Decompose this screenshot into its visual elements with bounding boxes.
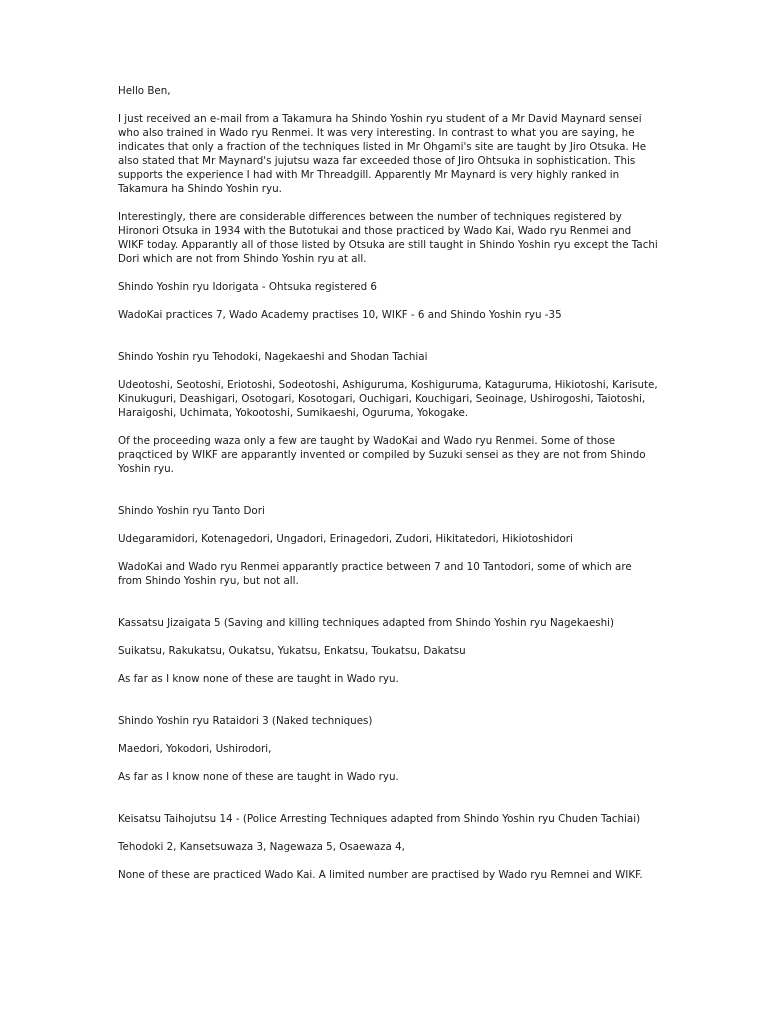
keisatsu-list: Tehodoki 2, Kansetsuwaza 3, Nagewaza 5, Osaewaza 4, bbox=[118, 841, 405, 853]
letter-body bbox=[118, 84, 658, 896]
kassatsu-note: As far as I know none of these are taught in Wado ryu. bbox=[118, 673, 399, 685]
paragraph-email-report: I just received an e-mail from a Takamura ha Shindo Yoshin ryu student of a Mr David Maynard sensei who also trained in Wado ryu Renmei. It was very interesting. In contrast to what you are saying, he indicates that only a fraction of the techniques listed in Mr Ohgami's site are taught by Jiro Otsuka. He also stated that Mr Maynard's jujutsu waza far exceeded those of Jiro Ohtsuka in sophistication. This supports the experience I had with Mr Threadgill. Apparently Mr Maynard is very highly ranked in Takamura ha Shindo Yoshin ryu. bbox=[118, 113, 647, 195]
tehodoki-list: Udeotoshi, Seotoshi, Eriotoshi, Sodeotoshi, Ashiguruma, Koshiguruma, Kataguruma, Hikiotoshi, Karisute, Kinukuguri, Deashigari, Osotogari, Kosotogari, Ouchigari, Kouchigari, Seoinage, Ushirogoshi, Taiotoshi, Haraigoshi, Uchimata, Yokootoshi, Sumikaeshi, Oguruma, Yokogake. bbox=[118, 379, 658, 419]
heading-kassatsu: Kassatsu Jizaigata 5 (Saving and killing techniques adapted from Shindo Yoshin ryu Nagekaeshi) bbox=[118, 617, 615, 629]
heading-tanto-dori: Shindo Yoshin ryu Tanto Dori bbox=[118, 505, 265, 517]
idorigata-counts: WadoKai practices 7, Wado Academy practises 10, WIKF - 6 and Shindo Yoshin ryu -35 bbox=[118, 309, 562, 321]
tanto-dori-note: WadoKai and Wado ryu Renmei apparantly practice between 7 and 10 Tantodori, some of which are from Shindo Yoshin ryu, but not all. bbox=[118, 561, 632, 587]
kassatsu-list: Suikatsu, Rakukatsu, Oukatsu, Yukatsu, Enkatsu, Toukatsu, Dakatsu bbox=[118, 645, 466, 657]
greeting: Hello Ben, bbox=[118, 85, 171, 97]
heading-idorigata: Shindo Yoshin ryu Idorigata - Ohtsuka registered 6 bbox=[118, 281, 377, 293]
paragraph-technique-differences: Interestingly, there are considerable differences between the number of techniques registered by Hironori Otsuka in 1934 with the Butotukai and those practiced by Wado Kai, Wado ryu Renmei and WIKF today. Apparantly all of those listed by Otsuka are still taught in Shindo Yoshin ryu except the Tachi Dori which are not from Shindo Yoshin ryu at all. bbox=[118, 211, 658, 265]
heading-rataidori: Shindo Yoshin ryu Rataidori 3 (Naked techniques) bbox=[118, 715, 373, 727]
tehodoki-note: Of the proceeding waza only a few are taught by WadoKai and Wado ryu Renmei. Some of those praqcticed by WIKF are apparantly invented or compiled by Suzuki sensei as they are not from Shindo Yoshin ryu. bbox=[118, 435, 646, 475]
keisatsu-note: None of these are practiced Wado Kai. A limited number are practised by Wado ryu Remnei and WIKF. bbox=[118, 869, 643, 881]
rataidori-note: As far as I know none of these are taught in Wado ryu. bbox=[118, 771, 399, 783]
heading-keisatsu: Keisatsu Taihojutsu 14 - (Police Arresting Techniques adapted from Shindo Yoshin ryu Chuden Tachiai) bbox=[118, 813, 641, 825]
rataidori-list: Maedori, Yokodori, Ushirodori, bbox=[118, 743, 272, 755]
tanto-dori-list: Udegaramidori, Kotenagedori, Ungadori, Erinagedori, Zudori, Hikitatedori, Hikiotoshidori bbox=[118, 533, 573, 545]
heading-tehodoki: Shindo Yoshin ryu Tehodoki, Nagekaeshi and Shodan Tachiai bbox=[118, 351, 428, 363]
